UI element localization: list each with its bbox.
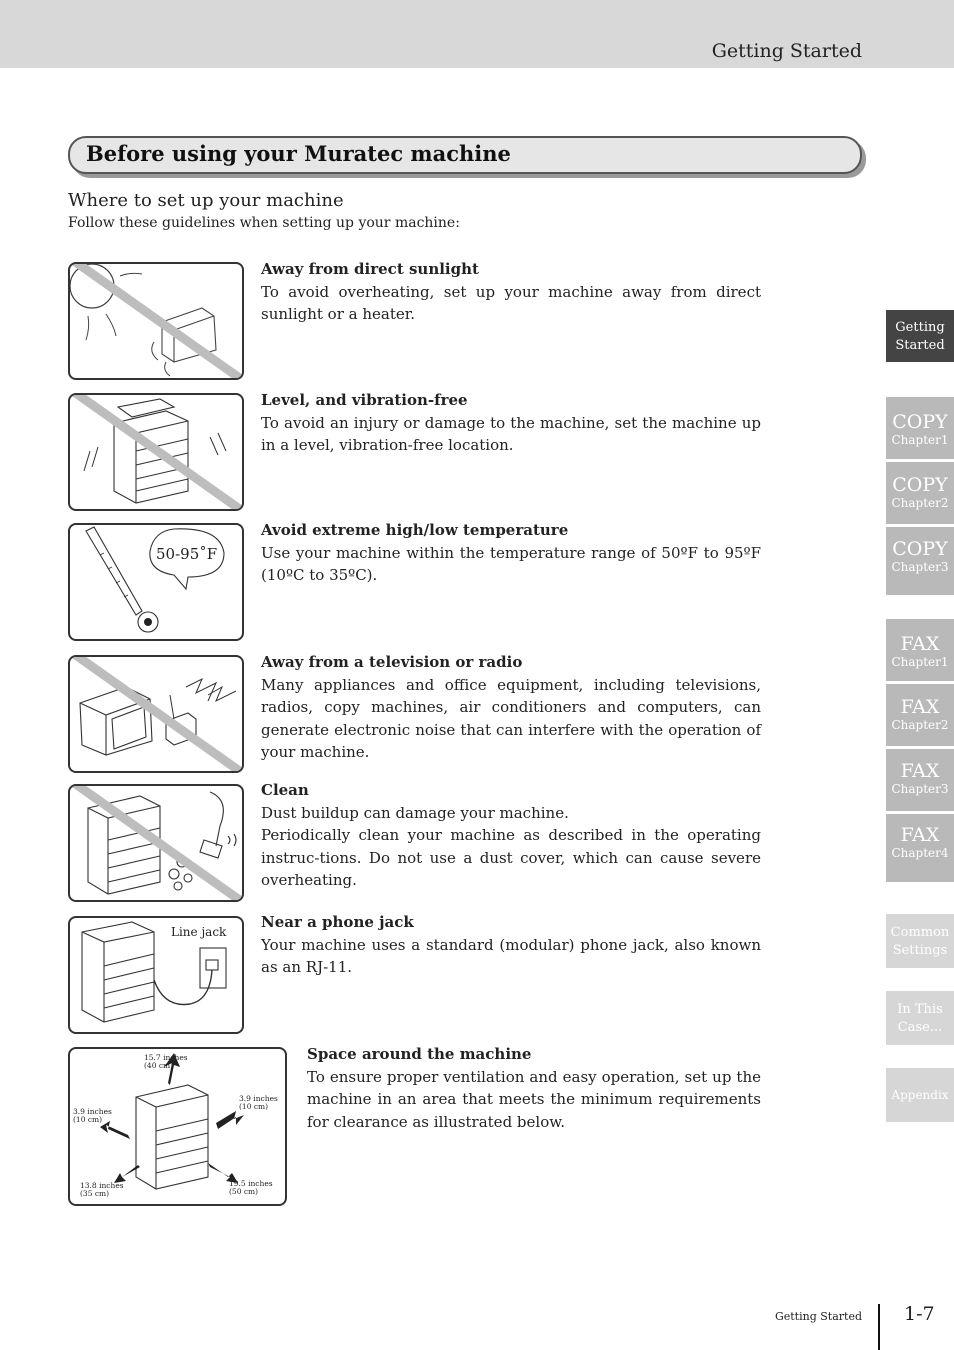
clearance-top-in: 15.7 inches bbox=[144, 1053, 188, 1062]
tab-label: FAX bbox=[900, 696, 940, 718]
tab-sublabel: Chapter1 bbox=[891, 655, 949, 669]
clearance-left-cm: (10 cm) bbox=[73, 1115, 103, 1124]
tab-fax-chapter2[interactable] bbox=[886, 684, 954, 746]
section-body: To avoid overheating, set up your machine away from direct sunlight or a heater. bbox=[261, 282, 761, 323]
tab-sublabel: Chapter3 bbox=[891, 782, 949, 796]
clearance-back-cm: (50 cm) bbox=[229, 1187, 259, 1196]
intro-text: Follow these guidelines when setting up your machine: bbox=[68, 215, 460, 231]
section-sunlight bbox=[261, 258, 761, 326]
clearance-front-in: 13.8 inches bbox=[80, 1181, 124, 1190]
tab-copy-chapter2[interactable] bbox=[886, 462, 954, 524]
tab-label: COPY bbox=[892, 411, 948, 433]
tab-fax-chapter1[interactable] bbox=[886, 619, 954, 681]
tab-sublabel: Chapter2 bbox=[891, 718, 949, 732]
tab-copy-chapter1[interactable] bbox=[886, 397, 954, 459]
dust-illustration bbox=[68, 784, 244, 902]
header-title: Getting Started bbox=[711, 40, 862, 62]
tab-getting-started[interactable] bbox=[886, 310, 954, 362]
tab-in-this-case[interactable] bbox=[886, 991, 954, 1045]
temperature-label: 50-95˚F bbox=[156, 545, 218, 563]
section-body-1: Dust buildup can damage your machine. bbox=[261, 803, 569, 822]
section-title: Away from a television or radio bbox=[261, 653, 523, 671]
clearance-front-cm: (35 cm) bbox=[80, 1189, 110, 1198]
section-temperature bbox=[261, 519, 761, 587]
banner-title: Before using your Muratec machine bbox=[86, 141, 511, 166]
tab-label-1: Getting bbox=[895, 320, 945, 335]
subheading: Where to set up your machine bbox=[68, 190, 344, 211]
tab-sublabel: Chapter4 bbox=[891, 846, 949, 860]
phone-jack-illustration bbox=[68, 916, 244, 1034]
tab-label: COPY bbox=[892, 538, 948, 560]
section-title: Avoid extreme high/low temperature bbox=[261, 521, 569, 539]
page-number: 1-7 bbox=[904, 1303, 935, 1325]
sunlight-illustration bbox=[68, 262, 244, 380]
thermometer-illustration bbox=[68, 523, 244, 641]
tab-label-2: Case... bbox=[897, 1020, 943, 1035]
tab-label-2: Started bbox=[895, 338, 945, 353]
vibration-illustration bbox=[68, 393, 244, 511]
tab-label-1: In This bbox=[897, 1002, 943, 1017]
section-title: Near a phone jack bbox=[261, 913, 414, 931]
section-body-2: Periodically clean your machine as described in the operating instruc-tions. Do not use a dust cover, which can cause severe overheating. bbox=[261, 826, 761, 889]
tab-fax-chapter3[interactable] bbox=[886, 749, 954, 811]
tab-copy-chapter3[interactable] bbox=[886, 527, 954, 595]
line-jack-label: Line jack bbox=[171, 925, 227, 939]
section-title: Level, and vibration-free bbox=[261, 391, 468, 409]
section-clean bbox=[261, 779, 761, 892]
section-title: Space around the machine bbox=[307, 1045, 532, 1063]
tab-label: FAX bbox=[900, 633, 940, 655]
tab-common-settings[interactable] bbox=[886, 914, 954, 968]
tab-sublabel: Chapter3 bbox=[891, 560, 949, 574]
clearance-illustration bbox=[68, 1047, 287, 1206]
section-tv-radio bbox=[261, 651, 761, 764]
section-title: Clean bbox=[261, 781, 309, 799]
tab-sublabel: Chapter1 bbox=[891, 433, 949, 447]
clearance-left-in: 3.9 inches bbox=[73, 1107, 112, 1116]
tab-fax-chapter4[interactable] bbox=[886, 814, 954, 882]
television-radio-illustration bbox=[68, 655, 244, 773]
tab-label-2: Settings bbox=[892, 943, 948, 958]
tab-sublabel: Chapter2 bbox=[891, 496, 949, 510]
section-level bbox=[261, 389, 761, 457]
section-body: Use your machine within the temperature range of 50ºF to 95ºF (10ºC to 35ºC). bbox=[261, 543, 761, 584]
clearance-right-cm: (10 cm) bbox=[239, 1102, 269, 1111]
footer-section-name: Getting Started bbox=[774, 1310, 862, 1323]
clearance-right-in: 3.9 inches bbox=[239, 1094, 278, 1103]
footer-divider bbox=[878, 1304, 880, 1350]
section-space bbox=[307, 1043, 761, 1133]
clearance-back-in: 19.5 inches bbox=[229, 1179, 273, 1188]
section-body: To ensure proper ventilation and easy operation, set up the machine in an area that meets the minimum requirements for clearance as illustrated below. bbox=[307, 1067, 761, 1131]
clearance-top-cm: (40 cm) bbox=[144, 1061, 174, 1070]
tab-label: FAX bbox=[900, 760, 940, 782]
section-phone-jack bbox=[261, 911, 761, 979]
tab-label: FAX bbox=[900, 824, 940, 846]
tab-appendix[interactable] bbox=[886, 1068, 954, 1122]
section-banner bbox=[68, 136, 862, 174]
section-title: Away from direct sunlight bbox=[261, 260, 479, 278]
tab-label-1: Common bbox=[890, 925, 950, 940]
section-body: Your machine uses a standard (modular) phone jack, also known as an RJ-11. bbox=[261, 935, 761, 976]
section-body: Many appliances and office equipment, including televisions, radios, copy machines, air conditioners and computers, can generate electronic noise that can interfere with the operation of your machine. bbox=[261, 675, 761, 761]
tab-label: COPY bbox=[892, 474, 948, 496]
tab-label: Appendix bbox=[891, 1088, 949, 1102]
section-body: To avoid an injury or damage to the machine, set the machine up in a level, vibration-free location. bbox=[261, 413, 761, 454]
